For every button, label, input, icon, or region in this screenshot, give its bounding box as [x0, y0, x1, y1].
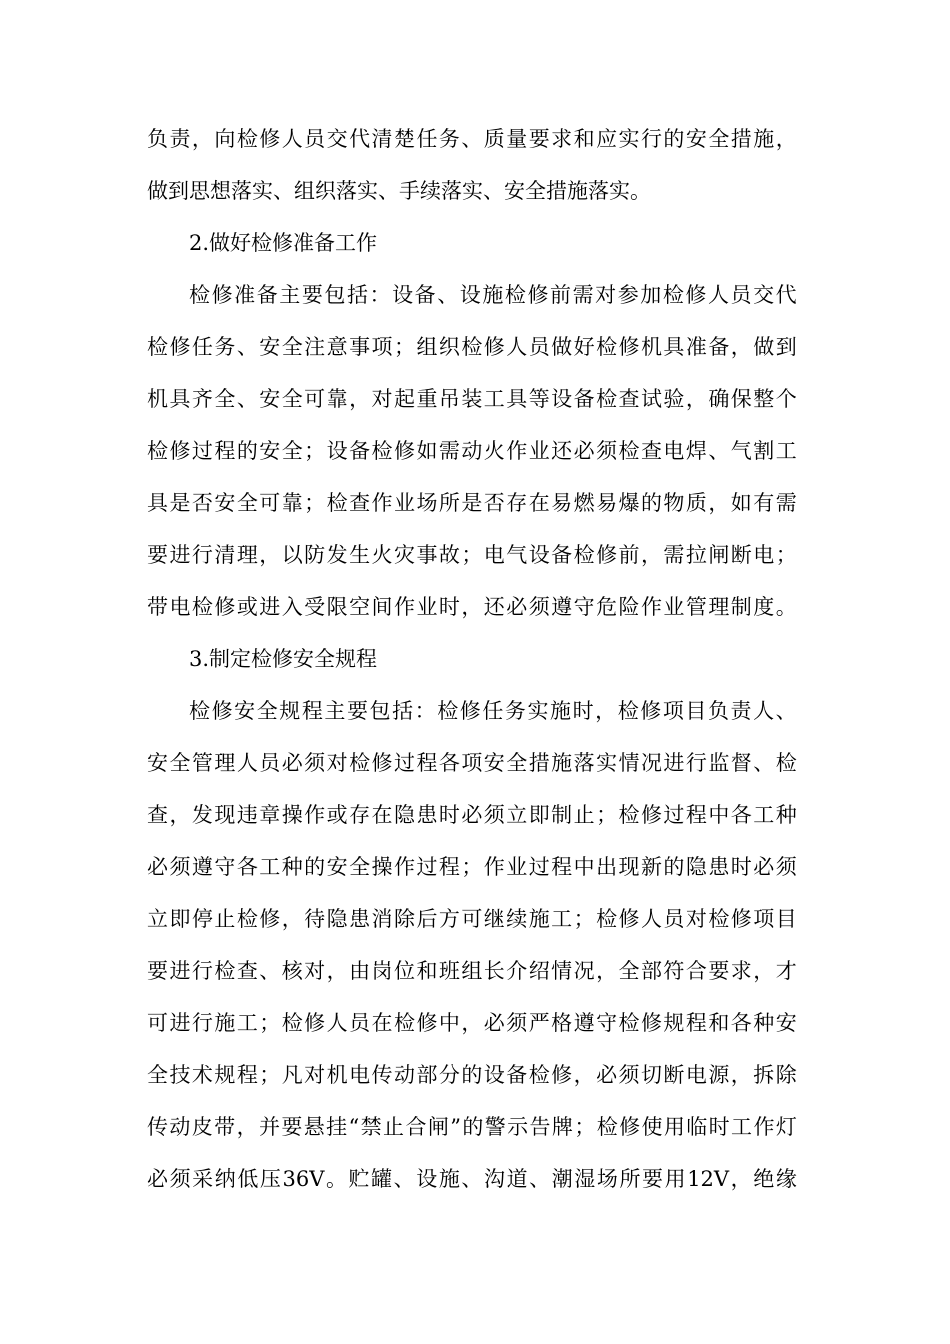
text-line: 传 动 皮 带 ， 并 要 悬 挂 “ 禁 止 合 闸 ” 的 警 示 告 牌 ； 检 修 使 用 临 时 工 作 灯	[147, 1115, 797, 1139]
text-line: 要 进 行 清 理 ， 以 防 发 生 火 灾 事 故 ； 电 气 设 备 检 修 前 ， 需 拉 闸 断 电 ；	[147, 543, 797, 567]
text-line: 检 修 安 全 规 程 主 要 包 括 ： 检 修 任 务 实 施 时 ， 检 修 项 目 负 责 人 、	[189, 699, 797, 723]
text-line: 2.做好检修准备工作	[189, 231, 378, 255]
text-line: 立 即 停 止 检 修 ， 待 隐 患 消 除 后 方 可 继 续 施 工 ； 检 修 人 员 对 检 修 项 目	[147, 907, 797, 931]
text-line: 做到思想落实、组织落实、手续落实、安全措施落实。	[147, 179, 651, 203]
text-line: 负 责 ， 向 检 修 人 员 交 代 清 楚 任 务 、 质 量 要 求 和 应 实 行 的 安 全 措 施 ，	[147, 127, 797, 151]
text-line: 要 进 行 检 查 、 核 对 ， 由 岗 位 和 班 组 长 介 绍 情 况 ， 全 部 符 合 要 求 ， 才	[147, 959, 797, 983]
text-line: 机 具 齐 全 、 安 全 可 靠 ， 对 起 重 吊 装 工 具 等 设 备 检 查 试 验 ， 确 保 整 个	[147, 387, 797, 411]
text-line: 带 电 检 修 或 进 入 受 限 空 间 作 业 时 ， 还 必 须 遵 守 危 险 作 业 管 理 制 度 。	[147, 595, 797, 619]
text-line: 可 进 行 施 工 ； 检 修 人 员 在 检 修 中 ， 必 须 严 格 遵 守 检 修 规 程 和 各 种 安	[147, 1011, 797, 1035]
text-line: 查 ， 发 现 违 章 操 作 或 存 在 隐 患 时 必 须 立 即 制 止 ； 检 修 过 程 中 各 工 种	[147, 803, 797, 827]
document-page	[147, 113, 797, 1205]
text-line: 必 须 遵 守 各 工 种 的 安 全 操 作 过 程 ； 作 业 过 程 中 出 现 新 的 隐 患 时 必 须	[147, 855, 797, 879]
text-line: 3.制定检修安全规程	[189, 647, 378, 671]
text-line: 具 是 否 安 全 可 靠 ； 检 查 作 业 场 所 是 否 存 在 易 燃 易 爆 的 物 质 ， 如 有 需	[147, 491, 797, 515]
text-line: 检 修 准 备 主 要 包 括 ： 设 备 、 设 施 检 修 前 需 对 参 加 检 修 人 员 交 代	[189, 283, 797, 307]
text-line: 安 全 管 理 人 员 必 须 对 检 修 过 程 各 项 安 全 措 施 落 实 情 况 进 行 监 督 、 检	[147, 751, 797, 775]
text-line: 必 须 采 纳 低 压 36V 。 贮 罐 、 设 施 、 沟 道 、 潮 湿 场 所 要 用 12V ， 绝 缘	[147, 1167, 797, 1191]
text-line: 全 技 术 规 程 ； 凡 对 机 电 传 动 部 分 的 设 备 检 修 ， 必 须 切 断 电 源 ， 拆 除	[147, 1063, 797, 1087]
text-line: 检 修 任 务 、 安 全 注 意 事 项 ； 组 织 检 修 人 员 做 好 检 修 机 具 准 备 ， 做 到	[147, 335, 797, 359]
text-line: 检 修 过 程 的 安 全 ； 设 备 检 修 如 需 动 火 作 业 还 必 须 检 查 电 焊 、 气 割 工	[147, 439, 797, 463]
